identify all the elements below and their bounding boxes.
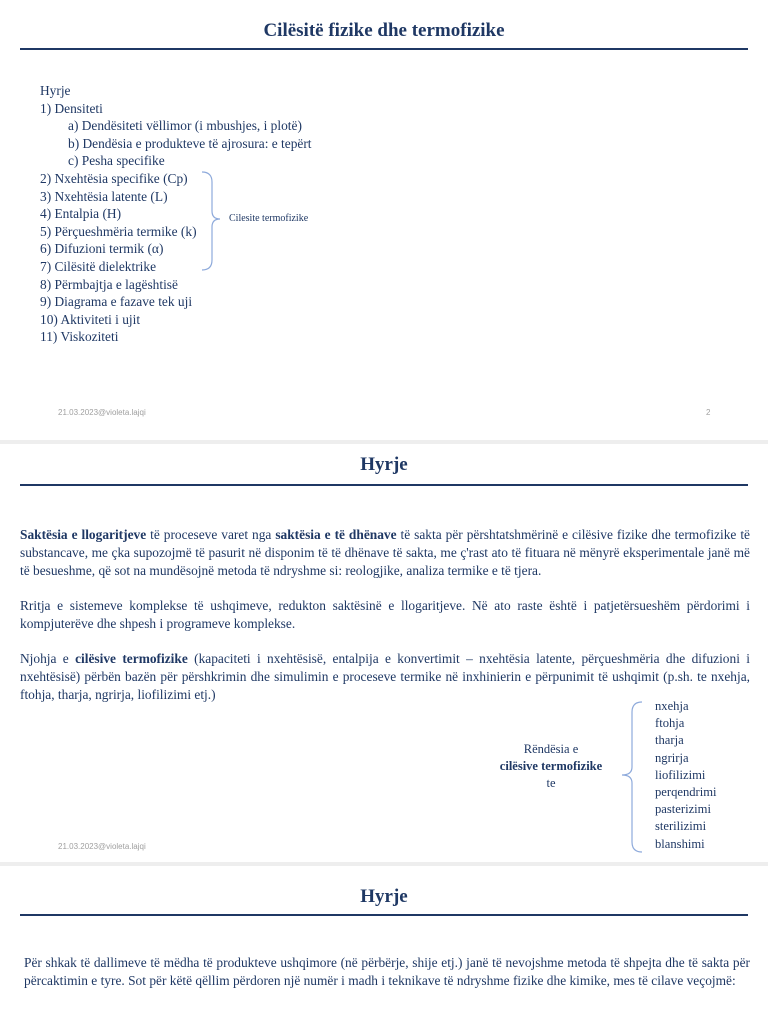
title-rule — [20, 914, 748, 916]
list-item: 10) Aktiviteti i ujit — [40, 311, 141, 327]
process-item: nxehja — [655, 699, 689, 713]
list-item: Hyrje — [40, 83, 71, 98]
process-list — [655, 698, 717, 853]
page-number: 2 — [706, 408, 711, 417]
process-item: liofilizimi — [655, 767, 706, 782]
title-rule — [20, 48, 748, 50]
text-run: Njohja e — [20, 651, 76, 666]
slide-1 — [0, 0, 768, 440]
title-rule — [20, 484, 748, 486]
process-item: ngrirja — [655, 750, 689, 765]
bold-text: saktësia e të dhënave — [275, 527, 397, 542]
slide-title: Hyrje — [360, 454, 408, 475]
list-item: 2) Nxehtësia specifike (Cp) — [40, 170, 188, 186]
list-item: 8) Përmbajtja e lagështisë — [40, 276, 178, 292]
list-item: a) Dendësiteti vëllimor (i mbushjes, i plotë) — [68, 118, 302, 134]
footer-date: 21.03.2023@violeta.lajqi — [58, 842, 146, 851]
list-item: 9) Diagrama e fazave tek uji — [40, 294, 193, 310]
list-item: 5) Përçueshmëria termike (k) — [40, 223, 197, 239]
process-item: ftohja — [655, 716, 685, 731]
process-item: perqendrimi — [655, 785, 717, 800]
brace-thermo — [200, 170, 220, 272]
process-item: tharja — [655, 733, 684, 748]
text-run: të proceseve varet nga — [146, 527, 276, 542]
importance-label: Rëndësia e cilësive termofizike te — [499, 742, 603, 790]
process-item: sterilizimi — [655, 819, 707, 834]
bold-text: cilësive termofizike — [75, 651, 188, 666]
paragraph-1 — [20, 526, 750, 580]
paragraph-1: Për shkak të dallimeve të mëdha të produkteve ushqimore (në përbërje, shije etj.) janë të nevojshme metoda të shpejta dhe të sakta për përcaktimin e tyre. Sot për këtë qëllim përdoren një numër i madh i teknikave të ndryshme fizike dhe kimike, mes të cilave veçojmë: — [24, 955, 750, 988]
list-item: 6) Difuzioni termik (α) — [40, 241, 164, 257]
slide-2 — [0, 444, 768, 862]
brace-label: Cilesite termofizike — [229, 213, 309, 224]
text-run: (kapaciteti i nxehtësisë, entalpija e konvertimit – nxehtësia latente, përçueshmëria dhe difuzioni i nxehtësisë) përbën bazën për përshkrimin dhe simulimin e proceseve termike në inxhinierin e përpunimit të ushqimit (p.sh. te nxehja, ftohja, tharja, ngrirja, liofilizimi etj.) — [20, 651, 750, 702]
process-item: blanshimi — [655, 836, 705, 851]
paragraph-2 — [20, 597, 750, 633]
list-item: 11) Viskoziteti — [40, 329, 119, 345]
footer-date: 21.03.2023@violeta.lajqi — [58, 408, 146, 417]
slide-title: Cilësitë fizike dhe termofizike — [263, 20, 505, 41]
list-item: 1) Densiteti — [40, 100, 103, 116]
text-run: të sakta për përshtatshmërinë e cilësive fizike dhe termofizike të substancave, me çka supozojmë të pasurit në disponim të të dhënave të sakta, me ç'rast ato të fituara në mënyrë eksperimentale janë më të besueshme, që sot na mundësojnë metoda të ndryshme si: reologjike, analiza termike e të tjera. — [20, 527, 750, 578]
slide-3 — [0, 866, 768, 1024]
list-item: b) Dendësia e produkteve të ajrosura: e tepërt — [68, 135, 312, 151]
list-item: 7) Cilësitë dielektrike — [40, 258, 157, 274]
slide-title: Hyrje — [360, 886, 408, 907]
bold-text: Saktësia e llogaritjeve — [20, 527, 147, 542]
process-item: pasterizimi — [655, 802, 711, 817]
list-item: 3) Nxehtësia latente (L) — [40, 188, 168, 204]
list-item: 4) Entalpia (H) — [40, 206, 122, 222]
paragraph-3 — [20, 650, 750, 704]
list-item: c) Pesha specifike — [68, 153, 165, 169]
brace-processes — [618, 700, 644, 854]
text-run: Rritja e sistemeve komplekse të ushqimeve, redukton saktësinë e llogaritjeve. Në ato raste është i patjetërsueshëm përdorimi i kompjuterëve dhe shpesh i programeve komplekse. — [20, 598, 750, 631]
